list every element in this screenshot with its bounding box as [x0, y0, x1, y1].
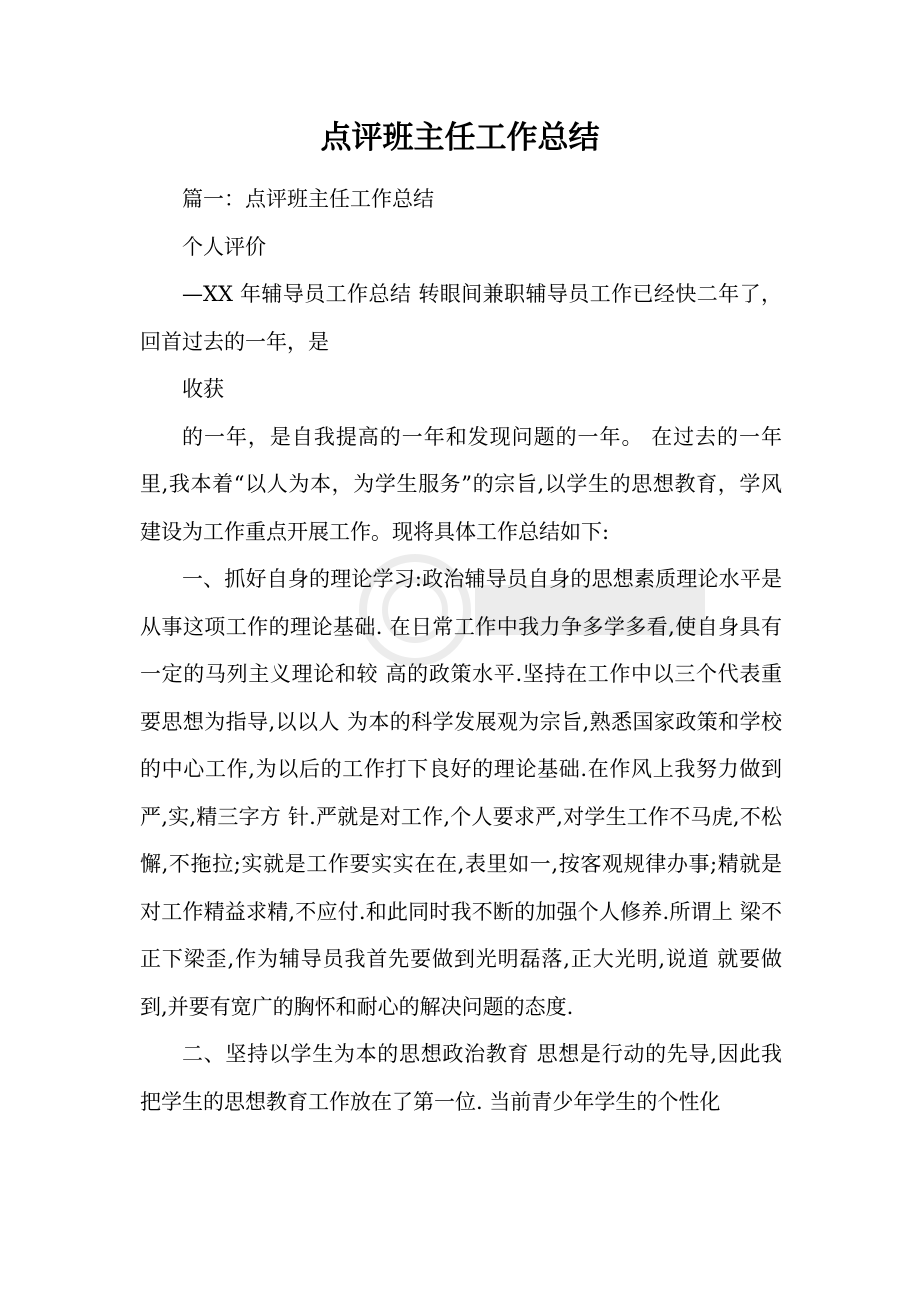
paragraph-4: 收获: [182, 377, 224, 401]
paragraph-2: 个人评价: [182, 234, 266, 259]
paragraph-3: —XX 年辅导员工作总结 转眼间兼职辅导员工作已经快二年了，回首过去的一年，是: [140, 282, 782, 354]
document-body: [140, 176, 782, 1126]
paragraph-5: 的一年，是自我提高的一年和发现问题的一年。 在过去的一年里,我本着“以人为本，为学生服务”的宗旨,以学生的思想教育，学风 建设为工作重点开展工作。现将具体工作总结如下:: [140, 424, 782, 544]
paragraph-7: 二、坚持以学生为本的思想政治教育 思想是行动的先导,因此我把学生的思想教育工作放在了第一位. 当前青少年学生的个性化: [140, 1042, 782, 1114]
document-title: 点评班主任工作总结: [320, 120, 600, 156]
paragraph-1: 篇一：点评班主任工作总结: [182, 187, 434, 211]
paragraph-6: 一、抓好自身的理论学习:政治辅导员自身的思想素质理论水平是从事这项工作的理论基础. 在日常工作中我力争多学多看,使自身具有一定的马列主义理论和较 高的政策水平.坚持在工作中以三个代表重要思想为指导,以以人 为本的科学发展观为宗旨,熟悉国家政策和学校的中心工作,为以后的工作打下良好的理论基础.在作风上我努力做到严,实,精三字方 针.严就是对工作,个人要求严,对学生工作不马虎,不松懈,不拖拉;实就是工作要实实在在,表里如一,按客观规律办事;精就是 对工作精益求精,不应付.和此同时我不断的加强个人修养.所谓上 梁不正下梁歪,作为辅导员我首先要做到光明磊落,正大光明,说道 就要做到,并要有宽广的胸怀和耐心的解决问题的态度.: [140, 567, 782, 1019]
